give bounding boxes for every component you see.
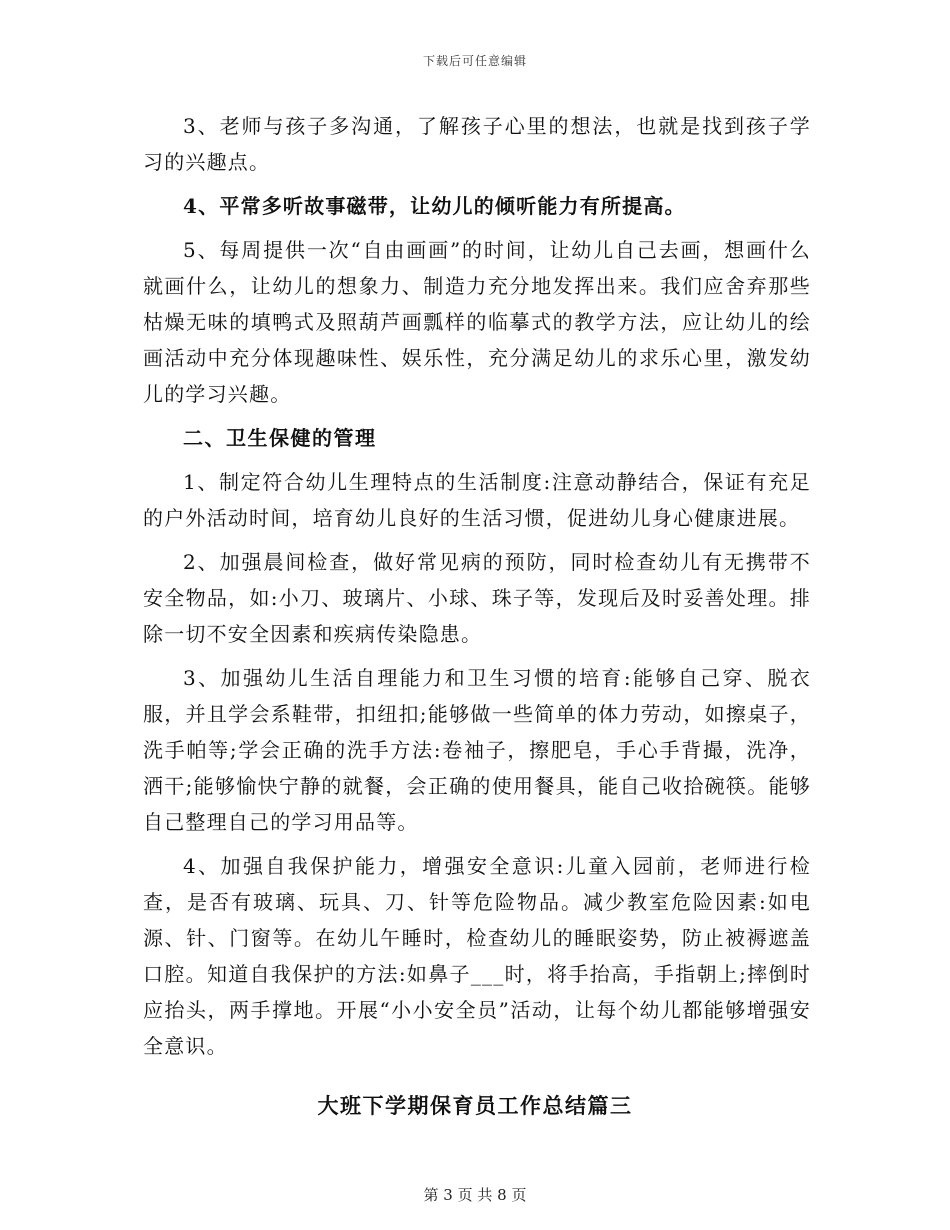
paragraph-daily-routine: 1、制定符合幼儿生理特点的生活制度:注意动静结合，保证有充足的户外活动时间，培育幼儿良好的生活习惯，促进幼儿身心健康进展。 — [143, 470, 811, 530]
section-title-health: 二、卫生保健的管理 — [183, 426, 377, 450]
paragraph-morning-check: 2、加强晨间检查，做好常见病的预防，同时检查幼儿有无携带不安全物品，如:小刀、玻璃片、小球、珠子等，发现后及时妥善处理。排除一切不安全因素和疾病传染隐患。 — [143, 550, 811, 646]
paragraph-self-protection: 4、加强自我保护能力，增强安全意识:儿童入园前，老师进行检查，是否有玻璃、玩具、刀、针等危险物品。减少教室危险因素:如电源、针、门窗等。在幼儿午睡时，检查幼儿的睡眠姿势，防止被褥遮盖口腔。知道自我保护的方法:如鼻子___时，将手抬高，手指朝上;摔倒时应抬头，两手撑地。开展“小小安全员”活动，让每个幼儿都能够增强安全意识。 — [143, 854, 811, 1058]
document-body — [143, 108, 811, 1072]
chapter-title: 大班下学期保育员工作总结篇三 — [317, 1093, 633, 1118]
page-header-note: 下载后可任意编辑 — [422, 54, 527, 68]
paragraph-story-tapes: 4、平常多听故事磁带，让幼儿的倾听能力有所提高。 — [183, 194, 686, 218]
paragraph-self-care: 3、加强幼儿生活自理能力和卫生习惯的培育:能够自己穿、脱衣服，并且学会系鞋带，扣纽扣;能够做一些简单的体力劳动，如擦桌子，洗手帕等;学会正确的洗手方法:卷袖子，擦肥皂，手心手背撮，洗净，洒干;能够愉快宁静的就餐，会正确的使用餐具，能自己收拾碗筷。能够自己整理自己的学习用品等。 — [143, 666, 811, 834]
paragraph-communication: 3、老师与孩子多沟通，了解孩子心里的想法，也就是找到孩子学习的兴趣点。 — [143, 114, 811, 174]
paragraph-free-drawing: 5、每周提供一次“自由画画”的时间，让幼儿自己去画，想画什么就画什么，让幼儿的想象力、制造力充分地发挥出来。我们应舍弃那些枯燥无味的填鸭式及照葫芦画瓢样的临摹式的教学方法，应让幼儿的绘画活动中充分体现趣味性、娱乐性，充分满足幼儿的求乐心里，激发幼儿的学习兴趣。 — [143, 238, 811, 406]
page-number: 第 3 页 共 8 页 — [423, 1186, 527, 1204]
